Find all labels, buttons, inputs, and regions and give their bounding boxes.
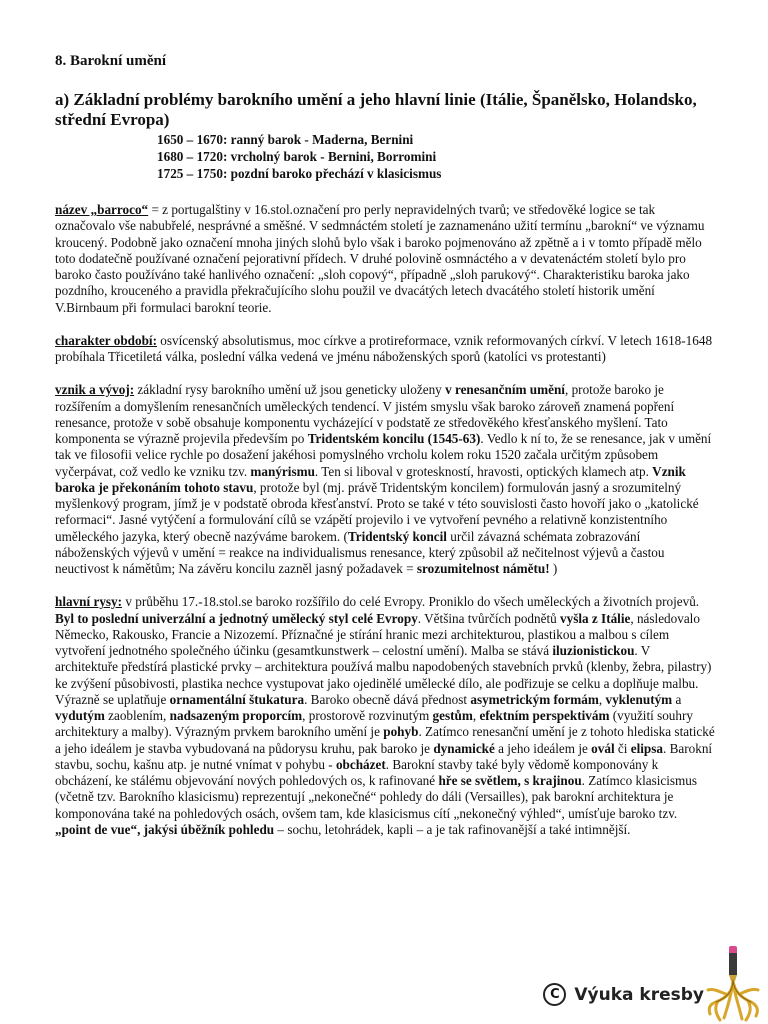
- copyright-icon: [543, 983, 566, 1006]
- text: – sochu, letohrádek, kapli – a je tak rafinovanější a také intimnější.: [274, 821, 631, 837]
- text: . Vedlo k ní to, že se renesance, jak v umění tak ve filosofii velice rychle po dosažení jakéhosi pomyslného vrcholu kolem roku 1520 začala určitým způsobem vyčerpávat, což vedlo ke vzniku tzv.: [55, 431, 712, 479]
- text: , protože byl (mj. právě Tridentským koncilem) formulován jasný a srozumitelný myšlenkový program, jímž je v podstatě obroda křesťanství. Proto se také v této souvislosti často hovoří jako o „katolické reformaci“. Jasné vytýčení a formulování cílů se vzápětí projevilo i ve vytvoření pevného a relativně konzistentního uměleckého jazyka, který obecně nazýváme barokem. (: [55, 479, 699, 544]
- period-list: [157, 131, 715, 182]
- bold-text: Vznik baroka je překonáním tohoto stavu: [55, 463, 686, 495]
- bold-text: obcházet: [335, 756, 386, 772]
- text: určil závazná schémata zobrazování náboženských výjevů v umění = reakce na individualismus renesance, který způsobil až nečitelnost výjevů a častou neuctivost k námětům; Na závěru koncilu zazněl jasný požadavek =: [55, 528, 665, 576]
- text: (využití souhry architektury a malby). Výrazným prvkem barokního umění je: [55, 708, 693, 740]
- text: . Ten si liboval v groteskností, hravosti, optických klamech atp.: [314, 463, 653, 479]
- paragraph-vznik: [55, 382, 715, 577]
- brand-name: Výuka kresby: [574, 984, 704, 1005]
- text: , následovalo Německo, Rakousko, Francie a Nizozemí. Příznačné je stírání hranic mezi architekturou, plastikou a malbou s cílem vytvoření jednotného společného účinku (gesamtkunstwerk – celostní umění). Malba se stává: [55, 610, 700, 658]
- text: základní rysy barokního umění už jsou geneticky uloženy: [134, 382, 446, 398]
- paragraph-charakter: [55, 333, 715, 366]
- text: . Barokní stavbu, sochu, kašnu atp. je nutné vnímat v pohybu -: [55, 740, 713, 772]
- text: . Barokní stavby také byly vědomě komponovány k obcházení, ke stálému objevování nových pohledových os, k rafinované: [55, 756, 659, 788]
- text: a jeho ideálem je: [494, 740, 592, 756]
- bold-text: ovál: [591, 740, 615, 756]
- period-item: 1680 – 1720: vrcholný barok - Bernini, Borromini: [157, 149, 437, 164]
- bold-text: efektním perspektivám: [479, 708, 610, 723]
- bold-text: nadsazeným proporcím: [169, 708, 303, 723]
- text: , protože baroko je rozšířením a domyšlením renesančních uměleckých tendencí. V jistém smyslu však baroko zároveň znamená popření renesance, protože v sobě obsahuje komponentu vycházející v podstatě ze středověkého křesťanského myšlení. Tato komponenta se výrazně projevila především po: [55, 382, 675, 446]
- bold-text: v renesančním umění: [445, 382, 565, 398]
- golden-root-pencil-icon: [704, 944, 762, 1022]
- text: . Zatímco klasicismus (včetně tzv. Barokního klasicismu) reprezentují „nekonečné“ pohledy do dáli (Versailles), pak barokní architektura je komponována také na pohledových osách, ovšem tam, kde klasicismus cítí „nekonečný výhled“, umísťuje baroko tzv.: [55, 773, 698, 821]
- bold-text: Tridentském koncilu (1545-63): [307, 431, 481, 446]
- bold-text: dynamické: [433, 740, 495, 756]
- text: zaoblením,: [104, 708, 170, 723]
- bold-text: vydutým: [55, 708, 105, 723]
- period-item: 1725 – 1750: pozdní baroko přechází v klasicismus: [157, 166, 442, 181]
- text: = z portugalštiny v 16.stol.označení pro perly nepravidelných tvarů; ve středověké logice se tak označovalo vše nabubřelé, nesprávné a směšné. V sedmnáctém století je zaznamenáno užití termínu „barokní“ ve významu kroucený. Podobně jako označení mnoha jiných slohů bylo však i baroko pojmenováno až zpětně a i v tomto případě mělo toto dodatečně používané označení pejorativní přídech. V druhé polovině osmnáctého a v devatenáctém století bylo pro baroko často používáno také hanlivého označení: „sloh copový“, případně „sloh parukový“. Charakteristiku baroka jako pozdního, krouceného a pravidla překračujícího slohu použil ve dvacátých letech dvacátého století historik umění V.Birnbaum při formulaci barokní teorie.: [55, 202, 705, 315]
- text: . V architektuře předstírá plastické prvky – architektura používá malbu napodobených stavebních prvků (klenby, žebra, pilastry) ke zvýšení působivosti, plastika nechce vystupovat jako ojedinělé umělecké dílo, ale podřizuje se celku a doplňuje malbu. Výrazně se uplatňuje: [55, 643, 712, 707]
- bold-text: „point de vue“, jakýsi úběžník pohledu: [55, 821, 275, 837]
- term-nazev: název „barroco“: [55, 202, 149, 217]
- term-charakter: charakter období:: [55, 332, 157, 348]
- text: ): [549, 561, 558, 576]
- text: , prostorově rozvinutým: [302, 708, 433, 723]
- bold-text: hře se světlem, s krajinou: [438, 773, 582, 788]
- bold-text: Tridentský koncil: [347, 528, 447, 544]
- term-vznik: vznik a vývoj:: [55, 382, 135, 398]
- footer-brand: [543, 983, 704, 1006]
- paragraph-nazev: [55, 202, 715, 316]
- term-rysy: hlavní rysy:: [55, 594, 123, 610]
- text: . Baroko obecně dává přednost: [304, 691, 471, 707]
- text: ,: [598, 691, 606, 707]
- text: v průběhu 17.-18.stol.se baroko rozšířilo do celé Evropy. Proniklo do všech uměleckých a životních projevů.: [122, 594, 700, 610]
- text: . Zatímco renesanční umění je z tohoto hlediska statické a jeho ideálem je stavba vybudovaná na půdorysu kruhu, pak baroko je: [55, 724, 715, 756]
- paragraph-rysy: [55, 594, 715, 838]
- copyright-symbol: C: [550, 987, 560, 1002]
- text: osvícenský absolutismus, moc církve a protireformace, vznik reformovaných církví. V letech 1618-1648 probíhala Třicetiletá válka, poslední válka vedená ve jménu náboženských sporů (katolíci vs protestanti): [55, 332, 713, 364]
- bold-text: gestům: [432, 708, 473, 723]
- bold-text: iluzionistickou: [552, 643, 635, 658]
- bold-text: Byl to poslední univerzální a jednotný umělecký styl celé Evropy: [55, 610, 418, 626]
- bold-text: manýrismu: [250, 463, 315, 479]
- bold-text: srozumitelnost námětu!: [416, 561, 550, 576]
- section-heading: a) Základní problémy barokního umění a jeho hlavní linie (Itálie, Španělsko, Holandsko, střední Evropa): [55, 90, 697, 129]
- bold-text: pohyb: [383, 724, 419, 740]
- text: . Většina tvůrčích podnětů: [417, 610, 561, 626]
- text: ,: [472, 708, 480, 723]
- bold-text: vyšla z Itálie: [560, 610, 631, 626]
- period-item: 1650 – 1670: ranný barok - Maderna, Bernini: [157, 132, 414, 147]
- bold-text: elipsa: [630, 740, 663, 756]
- text: či: [614, 740, 631, 756]
- document-page: [55, 52, 715, 838]
- bold-text: ornamentální štukatura: [169, 691, 305, 707]
- bold-text: asymetrickým formám: [470, 691, 599, 707]
- chapter-heading: 8. Barokní umění: [55, 53, 166, 69]
- text: a: [672, 691, 682, 707]
- bold-text: vyklenutým: [605, 691, 673, 707]
